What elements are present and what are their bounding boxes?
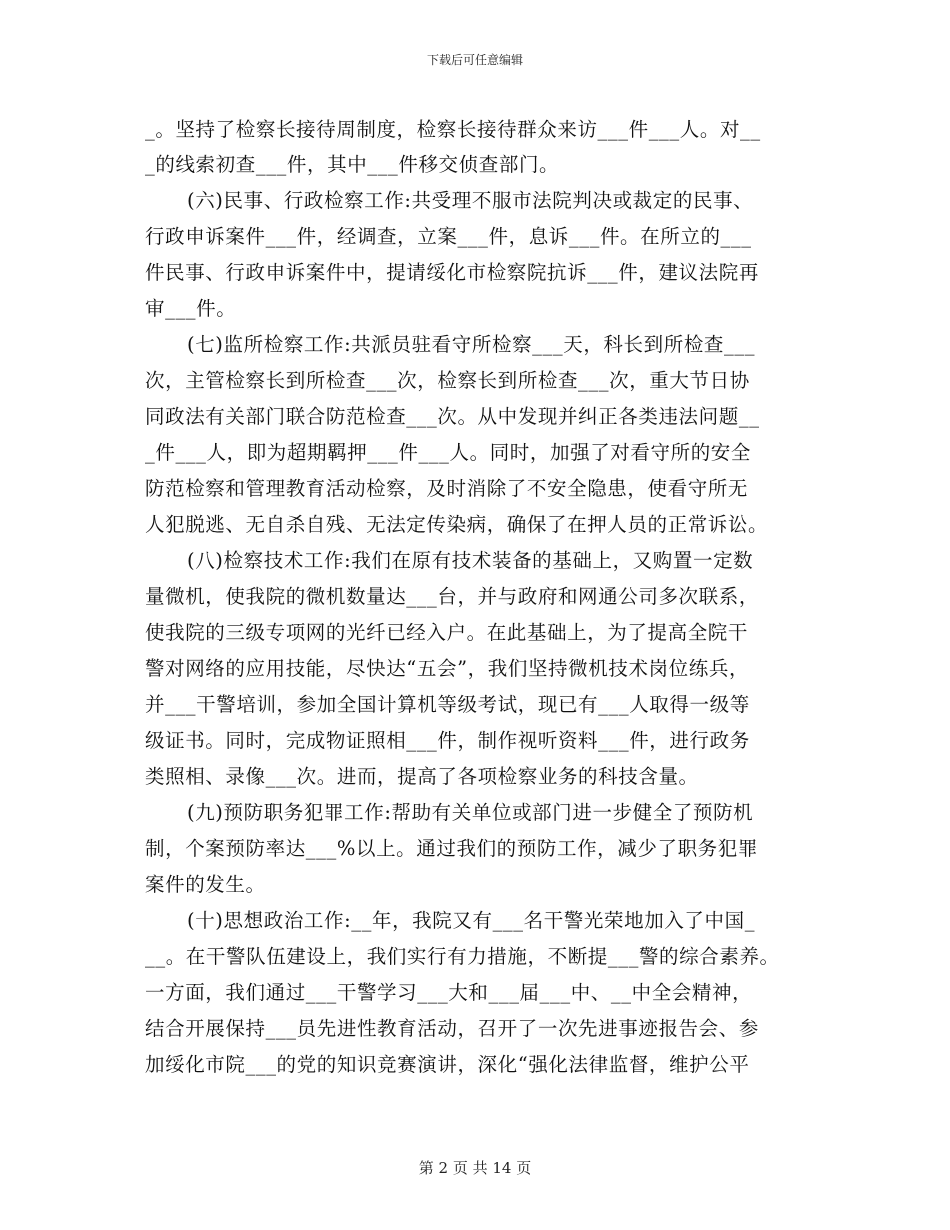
body-line: 防范检察和管理教育活动检察，及时消除了不安全隐患，使看守所无 bbox=[145, 477, 749, 500]
body-line: 结合开展保持___员先进性教育活动，召开了一次先进事迹报告会、参 bbox=[145, 1017, 759, 1040]
body-line: 加绥化市院___的党的知识竞赛演讲，深化“强化法律监督，维护公平 bbox=[145, 1053, 750, 1076]
body-line: _件___人，即为超期羁押___件___人。同时，加强了对看守所的安全 bbox=[145, 441, 752, 464]
body-line: 量微机，使我院的微机数量达___台，并与政府和网通公司多次联系， bbox=[145, 585, 759, 608]
body-line: (六)民事、行政检察工作:共受理不服市法院判决或裁定的民事、 bbox=[187, 189, 754, 212]
body-line: 审___件。 bbox=[145, 297, 237, 320]
body-line: _。坚持了检察长接待周制度，检察长接待群众来访___件___人。对__ bbox=[145, 118, 761, 141]
body-line: (十)思想政治工作:__年，我院又有___名干警光荣地加入了中国_ bbox=[187, 909, 756, 932]
body-line: 人犯脱逃、无自杀自残、无法定传染病，确保了在押人员的正常诉讼。 bbox=[145, 513, 769, 536]
body-line: 次，主管检察长到所检查___次，检察长到所检查___次，重大节日协 bbox=[145, 369, 750, 392]
body-line: 行政申诉案件___件，经调查，立案___件，息诉___件。在所立的___ bbox=[145, 225, 752, 248]
body-line: (七)监所检察工作:共派员驻看守所检察___天，科长到所检查___ bbox=[187, 333, 756, 356]
body-line: 级证书。同时，完成物证照相___件，制作视听资料___件，进行政务 bbox=[145, 729, 750, 752]
body-line: __。在干警队伍建设上，我们实行有力措施，不断提___警的综合素养。 bbox=[145, 945, 780, 968]
page-number: 第 2 页 共 14 页 bbox=[418, 1159, 532, 1177]
body-line: 警对网络的应用技能，尽快达“五会”，我们坚持微机技术岗位练兵， bbox=[145, 657, 750, 680]
body-line: 并___干警培训，参加全国计算机等级考试，现已有___人取得一级等 bbox=[145, 693, 750, 716]
body-line: (九)预防职务犯罪工作:帮助有关单位或部门进一步健全了预防机 bbox=[187, 801, 754, 824]
body-line: (八)检察技术工作:我们在原有技术装备的基础上，又购置一定数 bbox=[187, 549, 754, 572]
body-line: 制，个案预防率达___%以上。通过我们的预防工作，减少了职务犯罪 bbox=[145, 837, 758, 860]
body-line: 使我院的三级专项网的光纤已经入户。在此基础上，为了提高全院干 bbox=[145, 621, 749, 644]
body-line: _的线索初查___件，其中___件移交侦查部门。 bbox=[145, 153, 560, 176]
body-line: 类照相、录像___次。进而，提高了各项检察业务的科技含量。 bbox=[145, 765, 699, 788]
body-line: 件民事、行政申诉案件中，提请绥化市检察院抗诉___件，建议法院再 bbox=[145, 261, 759, 284]
body-line: 同政法有关部门联合防范检查___次。从中发现并纠正各类违法问题__ bbox=[145, 405, 760, 428]
body-line: 一方面，我们通过___干警学习___大和___届___中、__中全会精神， bbox=[145, 981, 753, 1004]
body-line: 案件的发生。 bbox=[145, 873, 266, 896]
page-header: 下载后可任意编辑 bbox=[426, 53, 523, 67]
